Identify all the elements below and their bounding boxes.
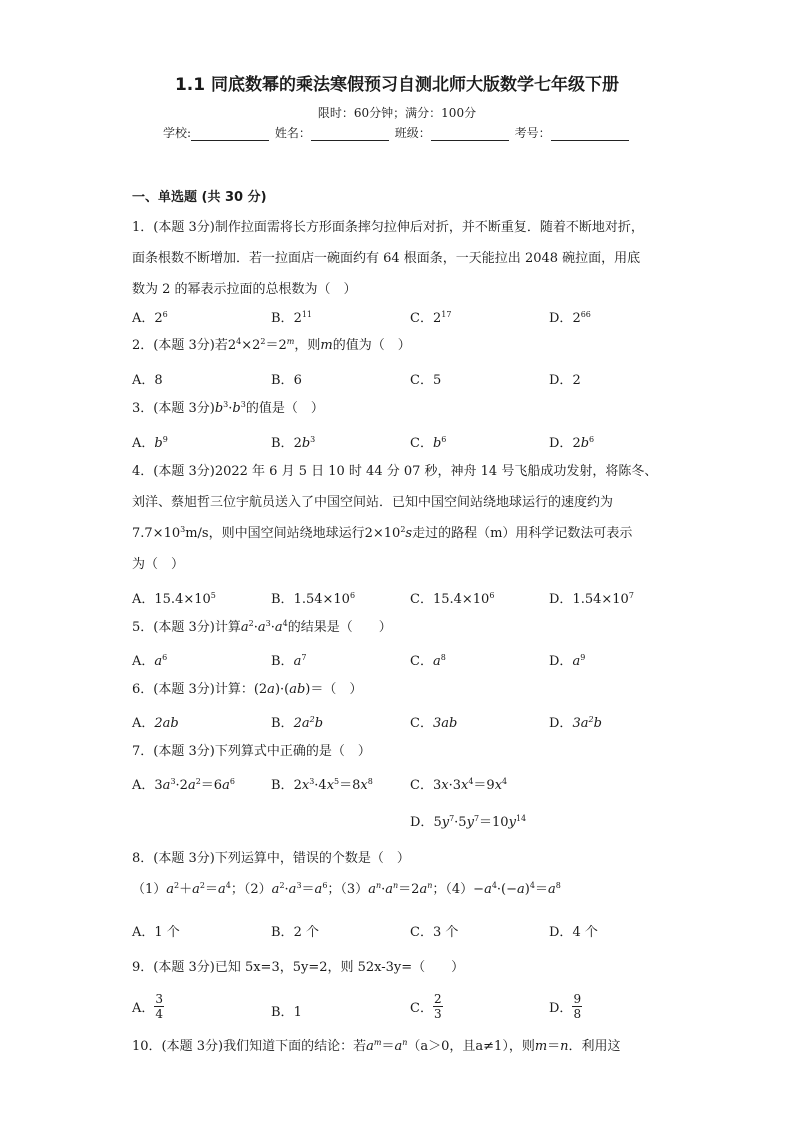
question-7: 7．(本题 3分)下列算式中正确的是（ ） bbox=[132, 744, 371, 759]
option-c[interactable]: C．$15.4\times 10^6$ bbox=[410, 591, 495, 607]
option-d[interactable]: D．$2b^6$ bbox=[549, 435, 595, 451]
page-title: 1.1 同底数幂的乘法寒假预习自测北师大版数学七年级下册 bbox=[174, 75, 620, 95]
question-2-options bbox=[132, 369, 672, 393]
question-7-options-row2 bbox=[132, 811, 672, 835]
question-9: 9．(本题 3分)已知 5x=3，5y=2，则 52x-3y=（ ） bbox=[132, 960, 465, 975]
option-b[interactable]: B．1 bbox=[271, 1005, 302, 1020]
option-c[interactable]: C．$b^6$ bbox=[410, 435, 447, 451]
option-a[interactable]: A．1 个 bbox=[132, 925, 180, 940]
option-d[interactable]: D．$1.54\times 10^7$ bbox=[549, 591, 634, 607]
question-8-items: $(1)a^2+a^2=a^4$；$(2)a^2\cdot a^3=a^6$；$(3)a^n\cdot a^n=2a^n$；$(4)-a^4\cdot(-a)^4=a^8$ bbox=[132, 881, 561, 897]
option-b[interactable]: B．$2^{11}$ bbox=[271, 310, 313, 326]
option-d[interactable]: D．$2^{66}$ bbox=[549, 310, 591, 326]
question-7-options bbox=[132, 774, 672, 798]
option-c[interactable]: C．3 个 bbox=[410, 925, 459, 940]
class-label: 班级： bbox=[394, 126, 431, 140]
question-1-line: 面条根数不断增加．若一拉面店一碗面约有 64 根面条，一天能拉出 2048 碗拉面，用底 bbox=[132, 251, 641, 266]
option-d[interactable]: D．$a^9$ bbox=[549, 653, 586, 669]
option-b[interactable]: B．$a^7$ bbox=[271, 653, 307, 669]
option-b[interactable]: B．$1.54\times 10^6$ bbox=[271, 591, 356, 607]
option-c[interactable]: C． $\frac{2}{3}$ bbox=[410, 992, 442, 1021]
option-c[interactable]: C．5 bbox=[410, 373, 442, 388]
option-c[interactable]: C．$3x\cdot 3x^4=9x^4$ bbox=[410, 777, 508, 793]
question-2: 2．(本题 3分)若$2^4\times 2^2=2^m$，则m的值为（ ） bbox=[132, 337, 411, 353]
option-b[interactable]: B．$2a^2b$ bbox=[271, 715, 324, 731]
school-label: 学校: bbox=[163, 126, 192, 140]
option-a[interactable]: A．$b^9$ bbox=[132, 435, 168, 451]
option-c[interactable]: C．$a^8$ bbox=[410, 653, 446, 669]
question-9-options bbox=[132, 992, 672, 1026]
option-a[interactable]: A．$2^6$ bbox=[132, 310, 168, 326]
option-d[interactable]: D．$3a^2b$ bbox=[549, 715, 602, 731]
option-a[interactable]: A．$3a^3\cdot 2a^2=6a^6$ bbox=[132, 777, 235, 793]
option-a[interactable]: A．$a^6$ bbox=[132, 653, 168, 669]
question-1-options bbox=[132, 307, 672, 331]
fraction: $\frac{3}{4}$ bbox=[155, 992, 164, 1021]
option-c[interactable]: C．3ab bbox=[410, 716, 458, 731]
question-1 bbox=[132, 212, 664, 305]
option-b[interactable]: B．$2x^3\cdot 4x^5=8x^8$ bbox=[271, 777, 373, 793]
name-label: 姓名： bbox=[274, 126, 311, 140]
section-heading: 一、单选题 (共 30 分) bbox=[132, 190, 267, 205]
fraction: $\frac{2}{3}$ bbox=[433, 992, 442, 1021]
exam-limits: 限时：60分钟；满分：100分 bbox=[317, 106, 477, 120]
option-d[interactable]: D．$5y^7\cdot 5y^7=10y^{14}$ bbox=[410, 814, 527, 830]
option-b[interactable]: B．2 个 bbox=[271, 925, 319, 940]
number-blank[interactable] bbox=[551, 128, 629, 141]
question-5-options bbox=[132, 650, 672, 674]
option-d[interactable]: D． $\frac{9}{8}$ bbox=[549, 992, 582, 1021]
question-5: 5．(本题 3分)计算$a^2\cdot a^3\cdot a^4$的结果是（ ） bbox=[132, 619, 392, 635]
option-a[interactable]: A．8 bbox=[132, 373, 163, 388]
option-b[interactable]: B．$2b^3$ bbox=[271, 435, 316, 451]
question-6: 6．(本题 3分)计算：(2a)·(ab)＝（ ） bbox=[132, 682, 363, 697]
option-a[interactable]: A．2ab bbox=[132, 716, 179, 731]
question-1-line: 1．(本题 3分)制作拉面需将长方形面条摔匀拉伸后对折，并不断重复．随着不断地对折， bbox=[132, 220, 644, 235]
option-a[interactable]: A．$15.4\times 10^5$ bbox=[132, 591, 216, 607]
option-d[interactable]: D．2 bbox=[549, 373, 581, 388]
question-8: 8．(本题 3分)下列运算中，错误的个数是（ ） bbox=[132, 851, 410, 866]
option-a[interactable]: A． $\frac{3}{4}$ bbox=[132, 992, 164, 1021]
option-d[interactable]: D．4 个 bbox=[549, 925, 598, 940]
class-blank[interactable] bbox=[431, 128, 509, 141]
school-blank[interactable] bbox=[191, 128, 269, 141]
student-info-line bbox=[163, 124, 631, 141]
fraction: $\frac{9}{8}$ bbox=[573, 992, 582, 1021]
question-1-line: 数为 2 的幂表示拉面的总根数为（ ） bbox=[132, 282, 357, 297]
question-4-options bbox=[132, 588, 672, 612]
option-b[interactable]: B．6 bbox=[271, 373, 302, 388]
question-4: 4．(本题 3分)2022 年 6 月 5 日 10 时 44 分 07 秒，神舟 14 号飞船成功发射，将陈冬、 刘洋、蔡旭哲三位宇航员送入了中国空间站．已知中国空间站绕地球运行的速度约为 $7.7\times 10^3m/s$，则中国空间站绕地球运行$2\times 10^2s$走过的路程（m）用科学记数法可表示 为（ ） bbox=[132, 464, 658, 572]
question-3: 3．(本题 3分)$b^3\cdot b^3$的值是（ ） bbox=[132, 400, 324, 416]
question-8-options bbox=[132, 921, 672, 945]
question-6-options bbox=[132, 712, 672, 736]
name-blank[interactable] bbox=[311, 128, 389, 141]
question-10: 10．(本题 3分)我们知道下面的结论：若$a^m=a^n(a>0$，且a≠1），则m＝n．利用这 bbox=[132, 1038, 621, 1054]
number-label: 考号： bbox=[514, 126, 551, 140]
option-c[interactable]: C．$2^{17}$ bbox=[410, 310, 452, 326]
question-3-options bbox=[132, 432, 672, 456]
